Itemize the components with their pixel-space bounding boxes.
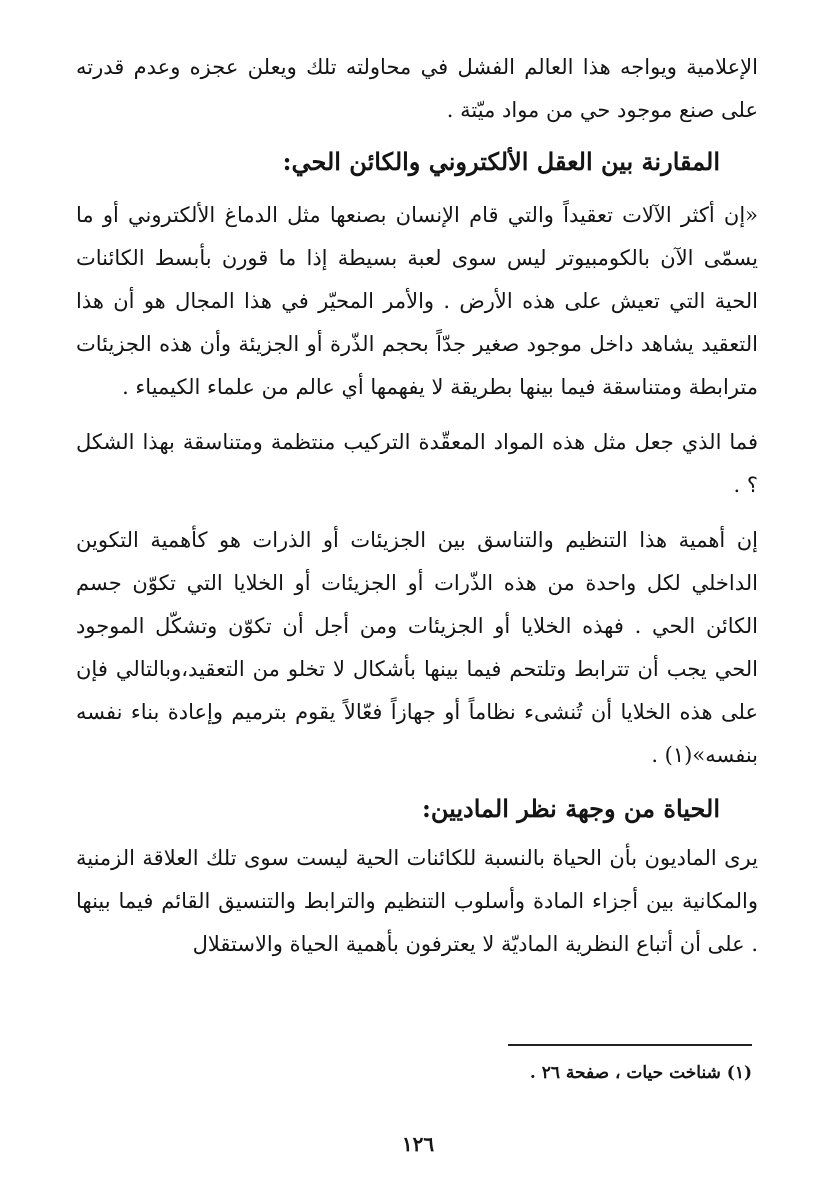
quote-paragraph: «إن أكثر الآلات تعقيداً والتي قام الإنسان بصنعها مثل الدماغ الألكتروني أو ما يسمّى الآن بالكومبيوتر ليس سوى لعبة بسيطة إذا ما قورن بأبسط الكائنات الحية التي تعيش على هذه الأرض . والأمر المحيّر في هذا المجال هو أن هذا التعقيد يشاهد داخل موجود صغير جدّاً بحجم الذّرة أو الجزيئة وأن هذه الجزيئات مترابطة ومتناسقة فيما بينها بطريقة لا يفهمها أي عالم من علماء الكيمياء . [76, 203, 758, 399]
footnote: (١) شناخت حيات ، صفحة ٢٦ . [529, 1063, 752, 1083]
materialists-paragraph: يرى الماديون بأن الحياة بالنسبة للكائنات الحية ليست سوى تلك العلاقة الزمنية والمكانية بين أجزاء المادة وأسلوب التنظيم والترابط والتنسيق القائم فيما بينها . على أن أتباع النظرية الماديّة لا يعترفون بأهمية الحياة والاستقلال [76, 846, 758, 956]
section-heading-comparison: المقارنة بين العقل الألكتروني والكائن الحي: [282, 147, 720, 176]
page-body [76, 46, 758, 966]
page-number: ١٢٦ [401, 1132, 435, 1156]
intro-paragraph: الإعلامية ويواجه هذا العالم الفشل في محاولته تلك ويعلن عجزه وعدم قدرته على صنع موجود حي من مواد ميّتة . [76, 55, 758, 122]
section-heading-materialists: الحياة من وجهة نظر الماديين: [421, 794, 720, 823]
footnote-divider [508, 1044, 752, 1046]
importance-paragraph: إن أهمية هذا التنظيم والتناسق بين الجزيئات أو الذرات هو كأهمية التكوين الداخلي لكل واحدة من هذه الذّرات أو الجزيئات أو الخلايا التي تكوّن جسم الكائن الحي . فهذه الخلايا أو الجزيئات ومن أجل أن تكوّن وتشكّل الموجود الحي يجب أن تترابط وتلتحم فيما بينها بأشكال لا تخلو من التعقيد،وبالتالي فإن على هذه الخلايا أن تُنشىء نظاماً أو جهازاً فعّالاً يقوم بترميم وإعادة بناء نفسه بنفسه»(١) . [76, 528, 758, 767]
question-paragraph: فما الذي جعل مثل هذه المواد المعقّدة التركيب منتظمة ومتناسقة بهذا الشكل ؟ . [76, 430, 758, 497]
